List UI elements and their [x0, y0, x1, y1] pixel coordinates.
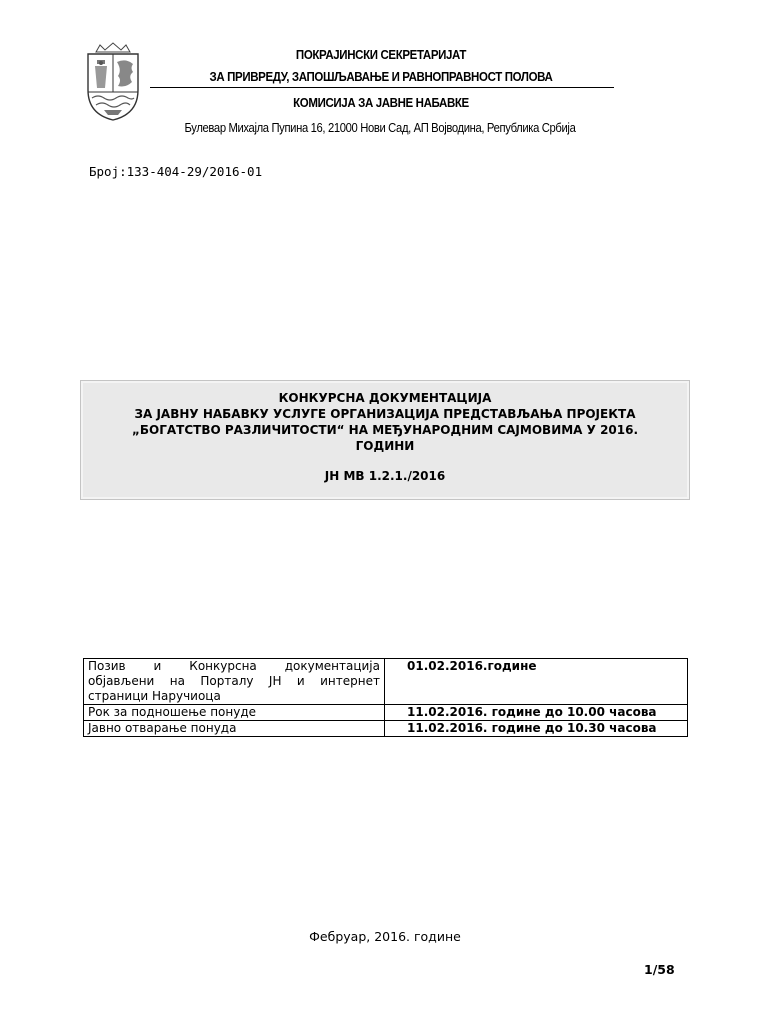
header-divider [150, 87, 614, 88]
title-line-4: ГОДИНИ [355, 439, 415, 453]
title-line-2: ЗА ЈАВНУ НАБАВКУ УСЛУГЕ ОРГАНИЗАЦИЈА ПРЕДСТАВЉАЊА ПРОЈЕКТА [134, 407, 636, 421]
page-number: 1/58 [644, 962, 675, 977]
table-cell-value: 11.02.2016. године до 10.00 часова [385, 705, 688, 721]
title-line-3: „БОГАТСТВО РАЗЛИЧИТОСТИ“ НА МЕЂУНАРОДНИМ САЈМОВИМА У 2016. [131, 423, 639, 437]
table-cell-value: 11.02.2016. године до 10.30 часова [385, 721, 688, 737]
table-cell-value: 01.02.2016.године [385, 659, 688, 705]
title-line-1: КОНКУРСНА ДОКУМЕНТАЦИЈА [278, 391, 492, 405]
title-box [80, 380, 690, 500]
header-secretariat: ПОКРАЈИНСКИ СЕКРЕТАРИЈАТ [295, 48, 467, 62]
dates-table [83, 658, 688, 737]
document-number: Број:133-404-29/2016-01 [89, 164, 263, 179]
table-row [84, 721, 688, 737]
table-row [84, 659, 688, 705]
header-address: Булевар Михајла Пупина 16, 21000 Нови Сад, АП Војводина, Република Србија [184, 121, 576, 135]
procurement-code: ЈН МВ 1.2.1./2016 [324, 469, 446, 483]
table-cell-label: Позив и Конкурсна документација објављени на Порталу ЈН и интернет страници Наручиоца [84, 659, 385, 705]
table-cell-label: Јавно отварање понуда [84, 721, 385, 737]
footer-date: Фебруар, 2016. године [309, 929, 461, 944]
header-commission: КОМИСИЈА ЗА ЈАВНЕ НАБАВКЕ [293, 96, 469, 110]
table-cell-label: Рок за подношење понуде [84, 705, 385, 721]
header-department: ЗА ПРИВРЕДУ, ЗАПОШЉАВАЊЕ И РАВНОПРАВНОСТ ПОЛОВА [209, 70, 553, 84]
coat-of-arms-icon [82, 42, 144, 122]
table-row [84, 705, 688, 721]
